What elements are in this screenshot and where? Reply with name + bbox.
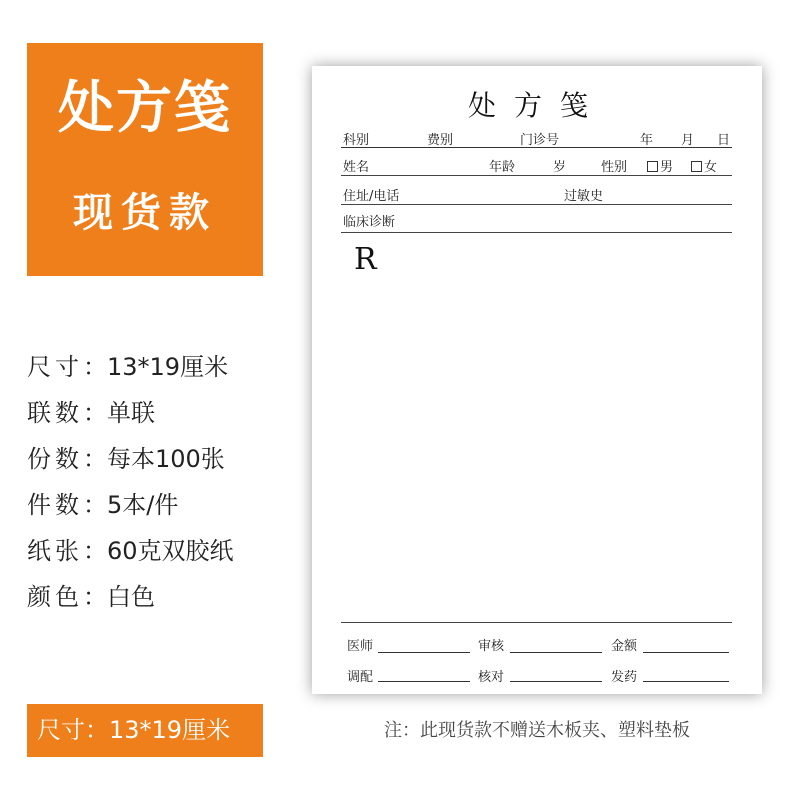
checkbox-icon: [647, 161, 658, 172]
address-label: 住址/电话: [343, 189, 400, 204]
fee-label: 费别: [427, 133, 454, 148]
form-title: 处方笺: [467, 89, 606, 122]
spec-list: [27, 345, 234, 621]
dispense-label: 调配: [347, 670, 374, 685]
rx-symbol: R: [354, 242, 377, 277]
dept-label: 科别: [343, 133, 370, 148]
allergy-label: 过敏史: [564, 189, 604, 204]
diagnosis-label: 临床诊断: [343, 215, 396, 230]
dispense-signature-line: [378, 681, 470, 682]
issue-label: 发药: [611, 670, 638, 685]
product-title: 处方笺: [58, 76, 232, 141]
clinic-no-label: 门诊号: [520, 133, 560, 148]
spec-item-pack: 件数：5本/件: [27, 491, 179, 519]
doctor-signature-line: [378, 652, 470, 653]
amount-label: 金额: [611, 639, 638, 654]
check-signature-line: [510, 681, 602, 682]
day-label: 日: [717, 133, 731, 148]
check-label: 核对: [478, 670, 505, 685]
male-option: 男: [647, 156, 673, 175]
prescription-form: [312, 66, 762, 694]
doctor-label: 医师: [347, 639, 374, 654]
age-label: 年龄: [489, 160, 516, 175]
divider: [341, 232, 732, 233]
age-unit-label: 岁: [553, 160, 567, 175]
review-label: 审核: [478, 639, 505, 654]
note-text: 注：此现货款不赠送木板夹、塑料垫板: [384, 720, 690, 741]
female-option: 女: [691, 156, 717, 175]
product-subtitle: 现货款: [73, 190, 217, 236]
divider: [341, 175, 732, 176]
spec-item-color: 颜色：白色: [27, 583, 155, 611]
spec-item-copies: 联数：单联: [27, 399, 155, 427]
spec-item-paper: 纸张：60克双胶纸: [27, 537, 234, 565]
month-label: 月: [681, 133, 695, 148]
name-label: 姓名: [343, 160, 370, 175]
checkbox-icon: [691, 161, 702, 172]
review-signature-line: [510, 652, 602, 653]
product-title-badge: [27, 43, 263, 276]
divider: [341, 622, 732, 623]
year-label: 年: [640, 133, 654, 148]
divider: [341, 147, 732, 148]
spec-item-size: 尺寸：13*19厘米: [27, 353, 229, 381]
spec-item-sheets: 份数：每本100张: [27, 445, 225, 473]
divider: [341, 204, 732, 205]
gender-label: 性别: [601, 160, 628, 175]
issue-signature-line: [643, 681, 729, 682]
size-badge: 尺寸：13*19厘米: [27, 704, 263, 757]
amount-line: [643, 652, 729, 653]
